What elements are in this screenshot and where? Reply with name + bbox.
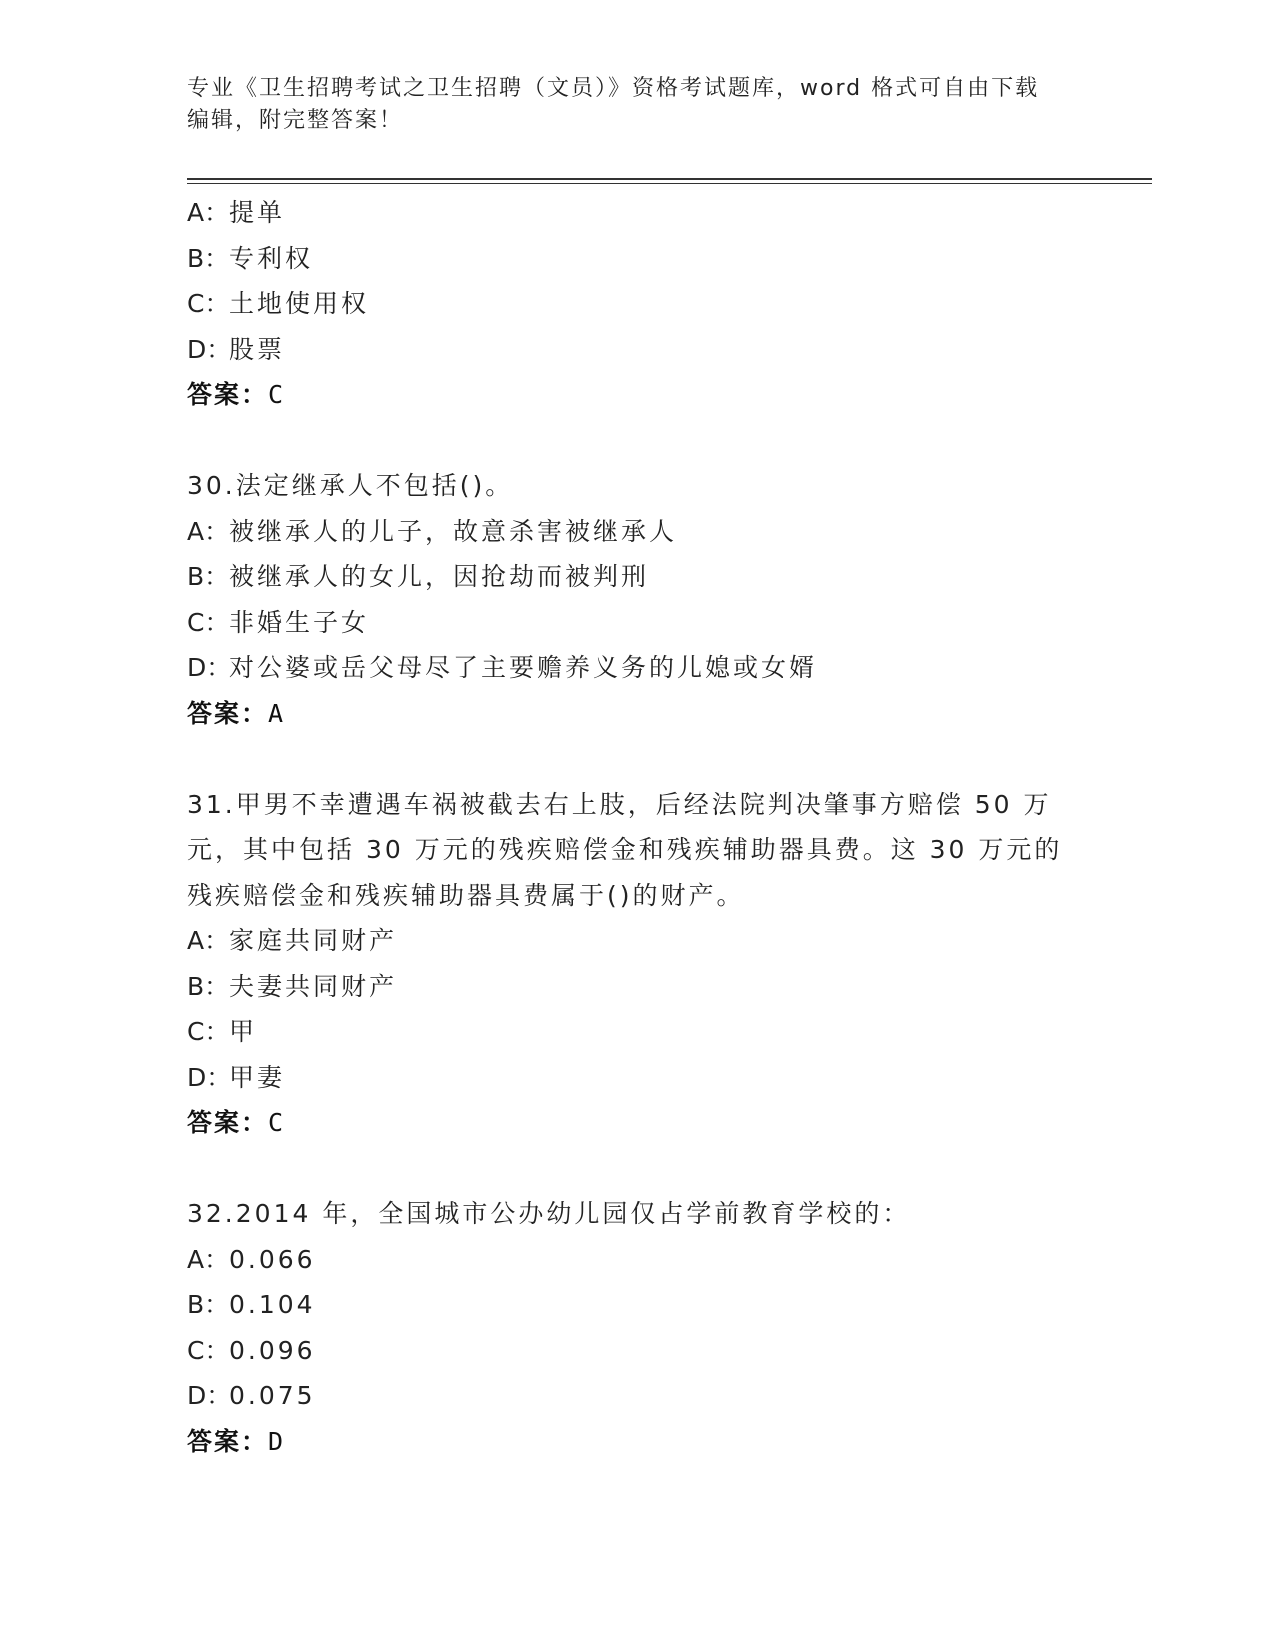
question-stem-line: 元，其中包括 30 万元的残疾赔偿金和残疾辅助器具费。这 30 万元的: [187, 835, 1063, 864]
option-c: [187, 1328, 1087, 1374]
question-stem: [187, 1191, 1087, 1237]
option-text: 0.096: [229, 1335, 316, 1365]
spacer: [187, 418, 1087, 464]
header-divider-thick: [187, 178, 1152, 180]
option-text: 非婚生子女: [229, 607, 370, 637]
option-text: 0.066: [229, 1244, 316, 1274]
option-text: 土地使用权: [229, 289, 370, 318]
option-text: 专利权: [229, 243, 314, 273]
answer-line: [187, 1100, 1087, 1146]
question-item-32: [187, 1191, 1087, 1464]
option-text: 股票: [229, 334, 286, 364]
option-d: [187, 1055, 1087, 1101]
answer-label: 答案：: [187, 380, 269, 409]
option-a: [187, 1237, 1087, 1283]
question-item-30: [187, 463, 1087, 736]
answer-value: D: [268, 1426, 285, 1456]
option-key: A：: [187, 1244, 230, 1274]
header-line-1: 专业《卫生招聘考试之卫生招聘（文员）》资格考试题库，word 格式可自由下载: [187, 76, 1040, 101]
question-carryover: [187, 190, 1087, 418]
option-a: [187, 509, 1087, 555]
option-key: B：: [187, 971, 230, 1001]
option-text: 被继承人的女儿，因抢劫而被判刑: [229, 562, 650, 591]
answer-line: [187, 691, 1087, 737]
question-stem-line: 30.法定继承人不包括()。: [187, 471, 514, 500]
answer-line: [187, 1419, 1087, 1465]
question-stem: [187, 463, 1087, 509]
option-key: C：: [187, 1335, 230, 1365]
option-key: D：: [187, 1062, 232, 1092]
option-text: 0.075: [229, 1381, 316, 1410]
question-stem-line: 31.甲男不幸遭遇车祸被截去右上肢，后经法院判决肇事方赔偿 50 万: [187, 789, 1052, 819]
option-a: [187, 918, 1087, 964]
answer-value: C: [268, 1108, 285, 1137]
option-a: [187, 190, 1087, 236]
option-key: B：: [187, 562, 230, 591]
option-d: [187, 645, 1087, 691]
option-key: D：: [187, 334, 232, 364]
question-stem-line: 32.2014 年，全国城市公办幼儿园仅占学前教育学校的：: [187, 1199, 911, 1228]
answer-line: [187, 372, 1087, 418]
option-b: [187, 1282, 1087, 1328]
option-c: [187, 600, 1087, 646]
question-stem-line: 残疾赔偿金和残疾辅助器具费属于()的财产。: [187, 880, 745, 910]
option-text: 提单: [229, 198, 286, 227]
answer-value: A: [268, 698, 285, 728]
option-text: 0.104: [229, 1290, 316, 1319]
option-text: 夫妻共同财产: [229, 971, 398, 1001]
option-b: [187, 554, 1087, 600]
option-d: [187, 327, 1087, 373]
answer-label: 答案：: [187, 698, 269, 728]
option-key: B：: [187, 1290, 230, 1319]
option-key: D：: [187, 653, 232, 682]
answer-label: 答案：: [187, 1108, 269, 1137]
option-key: A：: [187, 198, 230, 227]
header-divider-thin: [187, 183, 1152, 184]
option-key: D：: [187, 1381, 232, 1410]
option-text: 对公婆或岳父母尽了主要赡养义务的儿媳或女婿: [229, 653, 818, 682]
question-item-31: [187, 782, 1087, 1146]
question-stem: [187, 782, 1087, 919]
option-c: [187, 281, 1087, 327]
option-b: [187, 236, 1087, 282]
answer-value: C: [268, 380, 285, 409]
option-text: 甲妻: [229, 1062, 286, 1092]
option-key: C：: [187, 607, 230, 637]
option-key: C：: [187, 289, 230, 318]
option-b: [187, 964, 1087, 1010]
option-text: 被继承人的儿子，故意杀害被继承人: [229, 516, 678, 546]
option-d: [187, 1373, 1087, 1419]
option-text: 甲: [229, 1017, 258, 1046]
option-c: [187, 1009, 1087, 1055]
answer-label: 答案：: [187, 1426, 269, 1456]
question-list: [187, 190, 1087, 1464]
document-header: [187, 73, 1067, 137]
option-text: 家庭共同财产: [229, 926, 398, 955]
spacer: [187, 1146, 1087, 1192]
option-key: C：: [187, 1017, 230, 1046]
spacer: [187, 736, 1087, 782]
option-key: A：: [187, 926, 230, 955]
option-key: A：: [187, 516, 230, 546]
option-key: B：: [187, 243, 230, 273]
header-line-2: 编辑，附完整答案！: [187, 108, 404, 133]
